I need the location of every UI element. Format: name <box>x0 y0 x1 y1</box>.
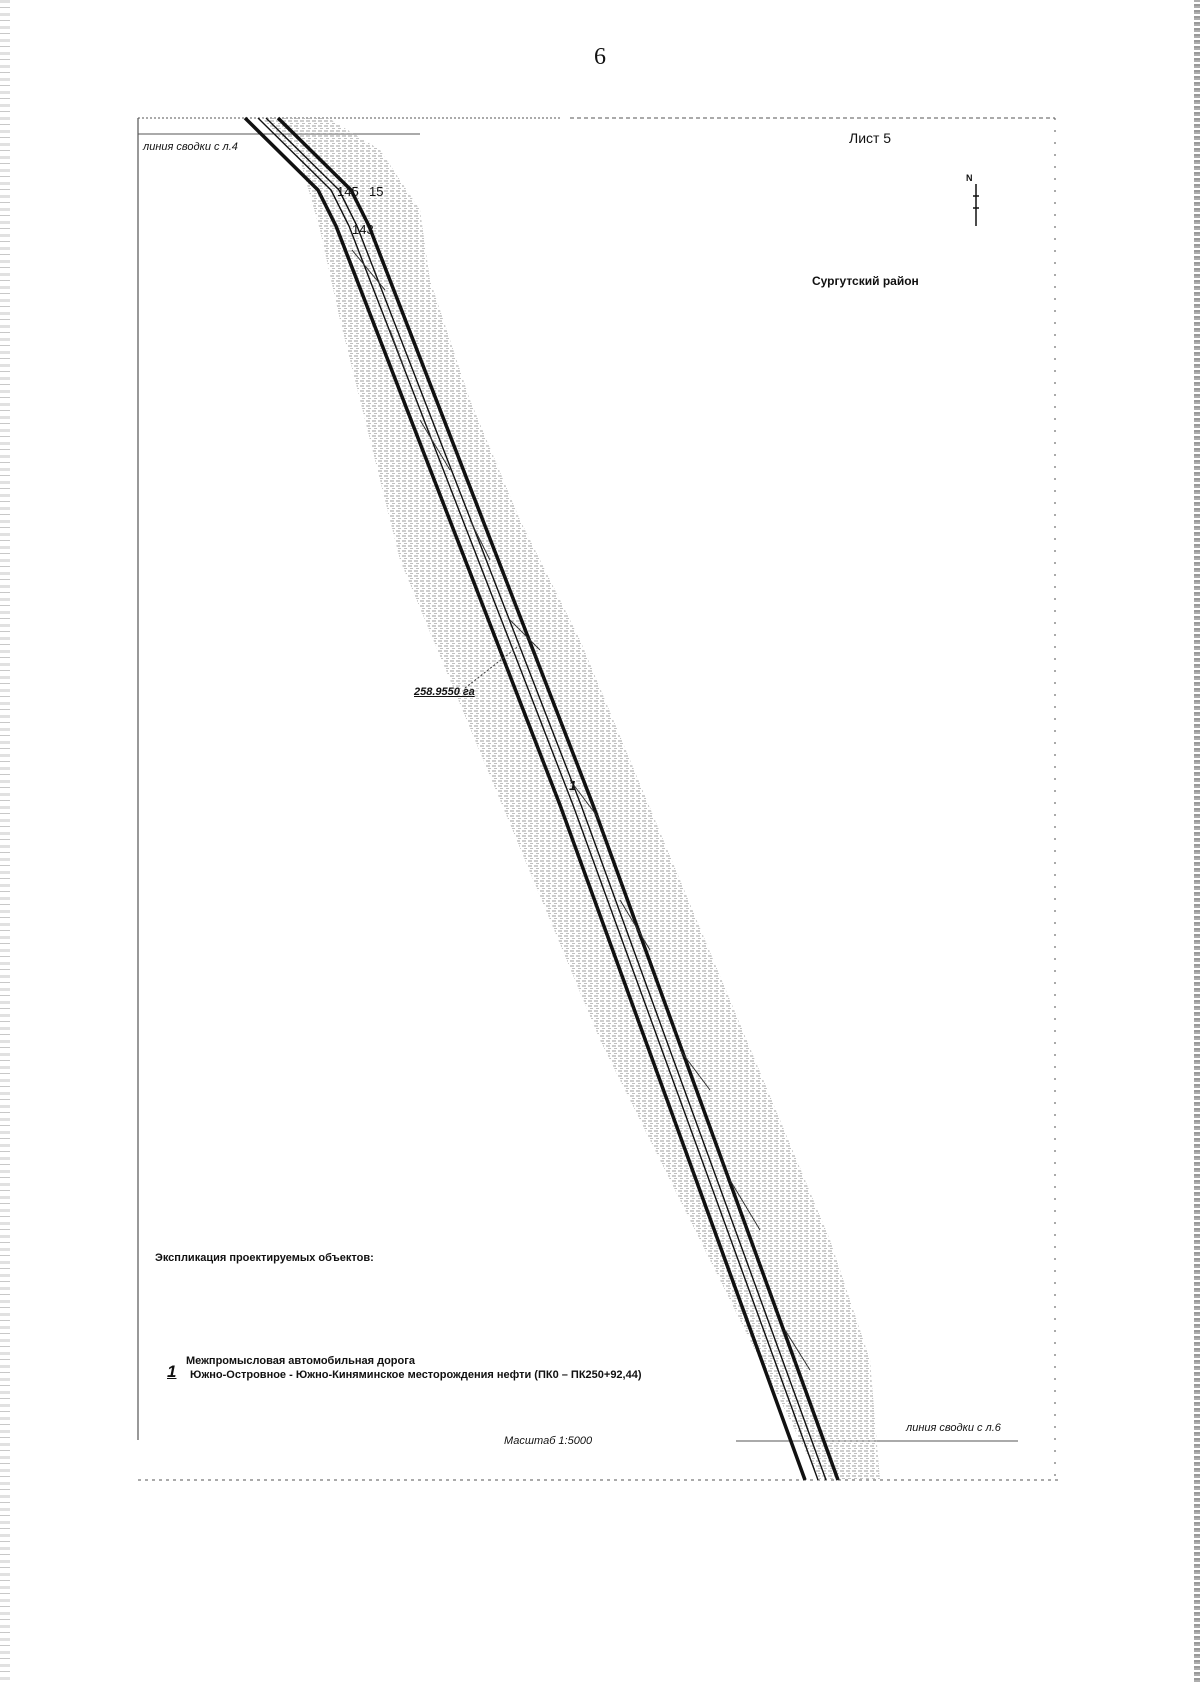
scale-label: Масштаб 1:5000 <box>504 1435 593 1447</box>
merge-line-top-label: линия сводки с л.4 <box>143 141 238 153</box>
north-arrow-icon <box>973 184 979 226</box>
vertex-15: 15 <box>369 184 384 199</box>
legend-item-number: 1 <box>167 1362 177 1381</box>
page-number: 6 <box>594 44 606 70</box>
legend-title: Экспликация проектируемых объектов: <box>155 1252 374 1264</box>
merge-line-bottom-label: линия сводки с л.6 <box>906 1422 1001 1434</box>
legend-item-line2: Южно-Островное - Южно-Киняминское месторождения нефти (ПК0 – ПК250+92,44) <box>190 1369 642 1381</box>
vertex-143: 143 <box>352 222 374 237</box>
north-label: N <box>966 173 973 183</box>
sheet-label: Лист 5 <box>849 130 892 146</box>
district-label: Сургутский район <box>812 274 919 288</box>
legend-item-line1: Межпромысловая автомобильная дорога <box>186 1355 415 1367</box>
object-marker: 1 <box>569 778 577 793</box>
vertex-145: 145 <box>337 184 359 199</box>
area-label: 258.9550 га <box>414 686 475 698</box>
